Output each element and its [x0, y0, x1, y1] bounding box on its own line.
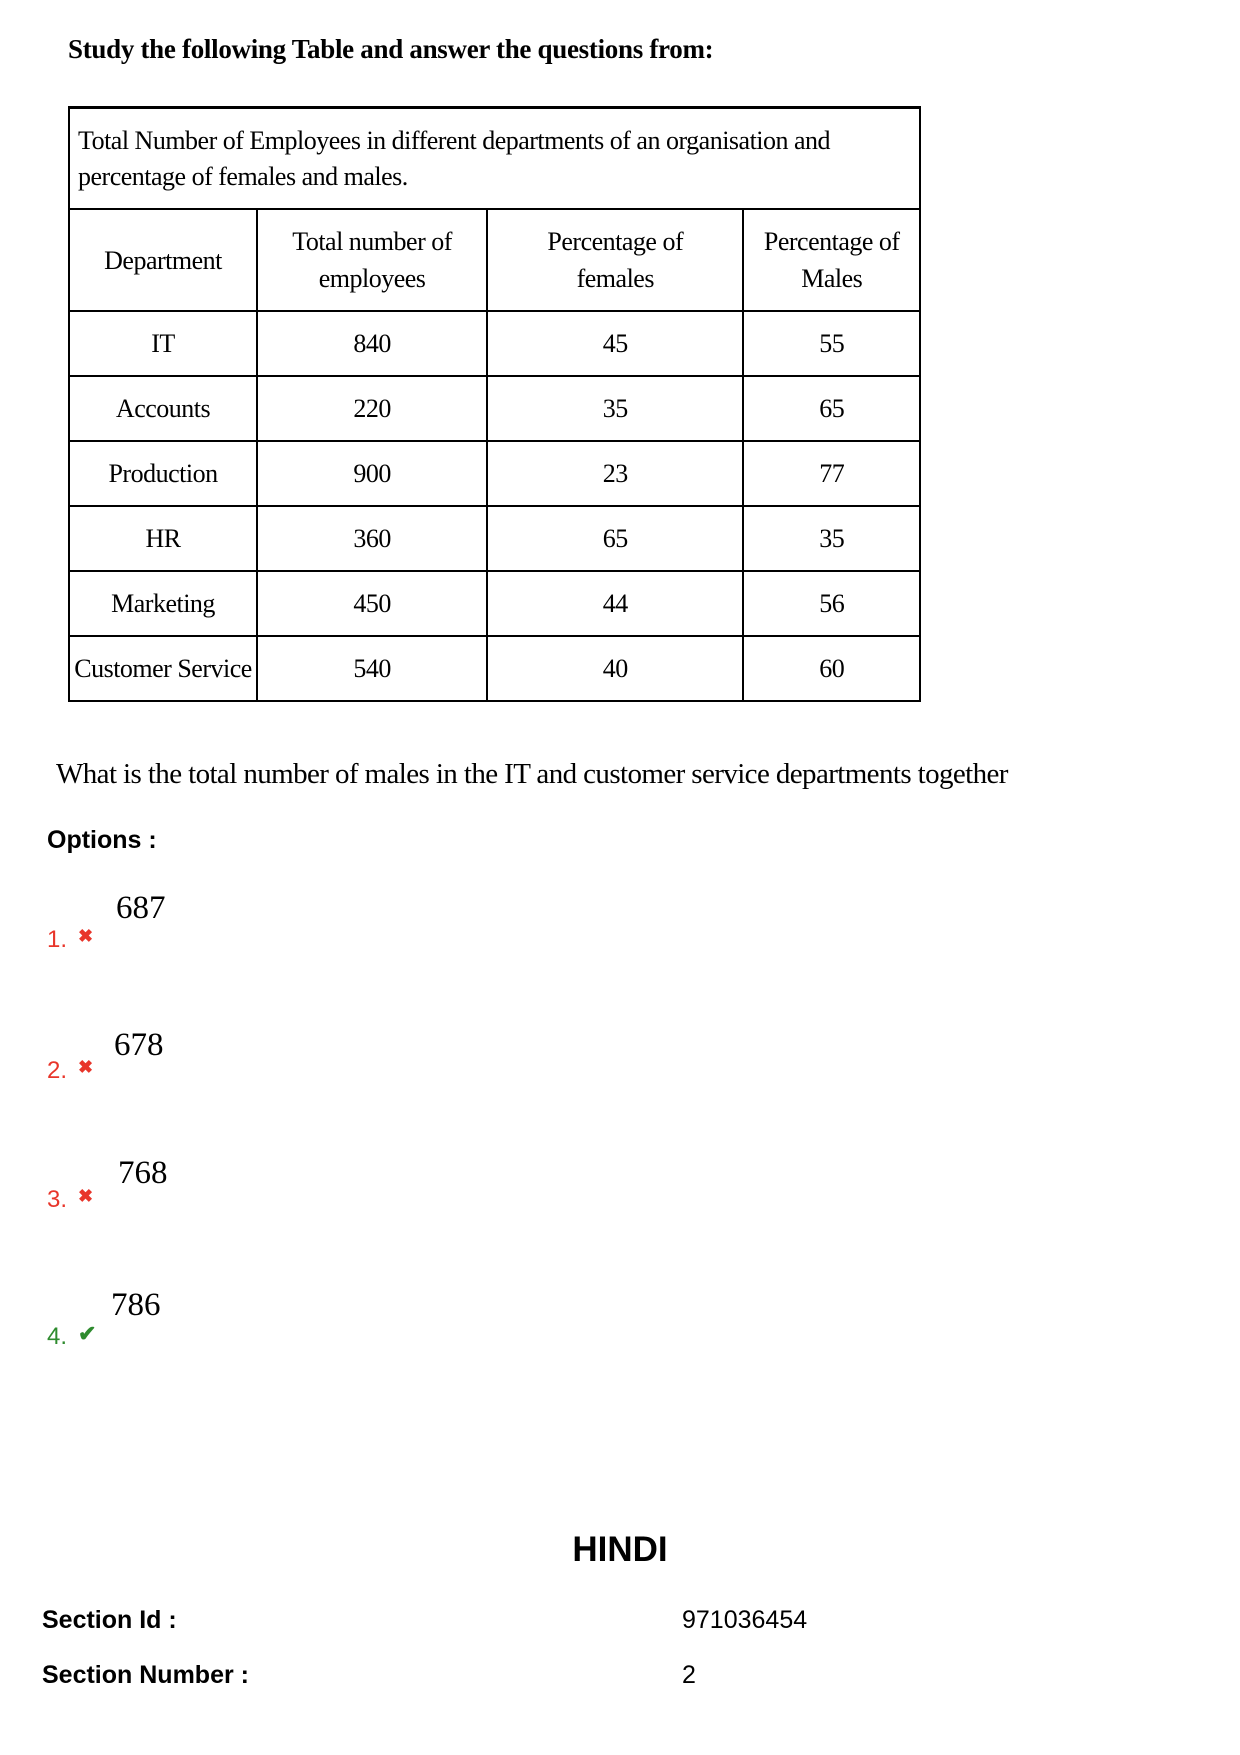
cell-department: Marketing: [69, 571, 257, 636]
cell-department: Customer Service: [69, 636, 257, 701]
cell-males: 60: [743, 636, 920, 701]
cell-total: 450: [257, 571, 487, 636]
cell-females: 23: [487, 441, 743, 506]
section-number-value: 2: [682, 1661, 696, 1689]
option-value: 678: [114, 1027, 164, 1063]
table-row: [69, 311, 920, 376]
table-row: [69, 441, 920, 506]
header-label: Percentage of Males: [763, 227, 900, 293]
cell-department: Accounts: [69, 376, 257, 441]
cell-females: 45: [487, 311, 743, 376]
section-id-label: Section Id :: [42, 1606, 177, 1634]
option-number: 2.: [47, 1057, 68, 1084]
option-value: 768: [118, 1155, 168, 1191]
cell-total: 360: [257, 506, 487, 571]
cross-icon: ✖: [78, 1186, 94, 1206]
cell-females: 44: [487, 571, 743, 636]
cell-females: 35: [487, 376, 743, 441]
column-header-total: [257, 209, 487, 311]
table-row: [69, 571, 920, 636]
cell-females: 40: [487, 636, 743, 701]
option-number: 3.: [47, 1186, 68, 1213]
cross-icon: ✖: [78, 1057, 94, 1077]
cell-department: IT: [69, 311, 257, 376]
checkmark-icon: ✔: [78, 1321, 97, 1346]
column-header-department: [69, 209, 257, 311]
instruction-text: Study the following Table and answer the questions from:: [68, 34, 714, 64]
table-row: [69, 506, 920, 571]
cell-department: HR: [69, 506, 257, 571]
cell-total: 900: [257, 441, 487, 506]
table-caption: Total Number of Employees in different departments of an organisation and percentage of females and males.: [69, 108, 920, 210]
cell-males: 65: [743, 376, 920, 441]
column-header-males: [743, 209, 920, 311]
header-label: Total number of employees: [292, 227, 452, 293]
option-value: 687: [116, 890, 166, 926]
section-id-value: 971036454: [682, 1606, 808, 1634]
employees-table: [68, 106, 921, 702]
table-row: [69, 636, 920, 701]
column-header-females: [487, 209, 743, 311]
option-number: 1.: [47, 926, 68, 953]
table-row: [69, 376, 920, 441]
cell-males: 77: [743, 441, 920, 506]
cell-males: 55: [743, 311, 920, 376]
option-value: 786: [111, 1287, 161, 1323]
cell-males: 56: [743, 571, 920, 636]
header-label: Department: [104, 245, 222, 275]
cell-total: 840: [257, 311, 487, 376]
section-number-label: Section Number :: [42, 1661, 249, 1689]
option-number: 4.: [47, 1323, 68, 1350]
cell-males: 35: [743, 506, 920, 571]
section-title: HINDI: [572, 1530, 668, 1569]
cell-department: Production: [69, 441, 257, 506]
header-label: Percentage of females: [547, 227, 684, 293]
cell-total: 540: [257, 636, 487, 701]
cross-icon: ✖: [78, 926, 94, 946]
question-text: What is the total number of males in the IT and customer service departments together: [56, 758, 1008, 790]
cell-females: 65: [487, 506, 743, 571]
options-label: Options :: [47, 826, 157, 854]
cell-total: 220: [257, 376, 487, 441]
